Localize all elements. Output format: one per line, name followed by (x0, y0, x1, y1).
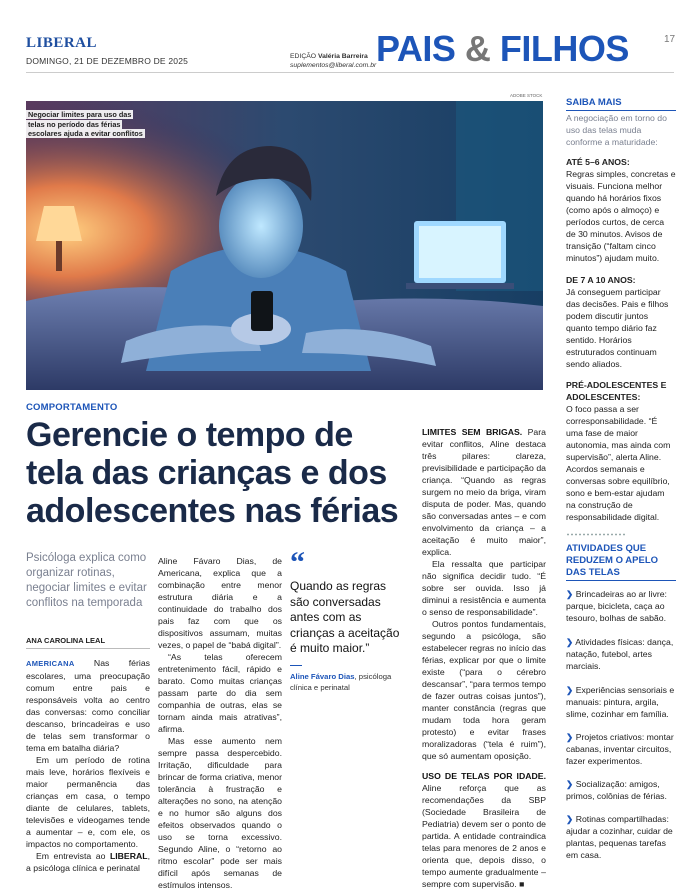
activity-text: Brincadeiras ao ar livre: parque, bicicleta, caça ao tesouro, bolhas de sabão. (566, 589, 667, 623)
dateline: AMERICANA (26, 659, 75, 668)
sidebar-title: SAIBA MAIS (566, 97, 622, 108)
activity-item (566, 778, 676, 802)
caption-line: escolares ajuda a evitar conflitos (28, 129, 143, 138)
sidebar-intro: A negociação em torno do uso das telas muda conforme a maturidade: (566, 113, 667, 147)
sidebar-section-heading: DE 7 A 10 ANOS: (566, 275, 636, 285)
edition-date: DOMINGO, 21 DE DEZEMBRO DE 2025 (26, 56, 189, 66)
newspaper-logo: LIBERAL (26, 35, 98, 51)
activity-text: Experiências sensoriais e manuais: pintura, argila, slime, cozinhar em família. (566, 685, 675, 719)
paragraph (26, 850, 150, 874)
paragraph (422, 770, 546, 890)
paragraph: Ela ressalta que participar não significa decidir tudo. “É sobre ser ouvida. Isso já diminui a resistência e aumenta o senso de responsabilidade”. (422, 559, 546, 617)
sidebar-section (566, 156, 676, 264)
arrow-icon: ❯ (566, 685, 574, 695)
paragraph: Aline Fávaro Dias, de Americana, explica que a combinação entre menor estrutura diária e a continuidade do trabalho dos pais faz com que os dispositivos assumam, muitas vezes, o papel de “babá digital”. (158, 556, 282, 650)
article-photo (26, 101, 543, 390)
article-headline: Gerencie o tempo de tela das crianças e dos adolescentes nas férias (26, 416, 399, 530)
edicao-label: EDIÇÃO (290, 53, 317, 60)
caption-line: telas no período das férias (28, 119, 121, 129)
activities-title: ATIVIDADES QUE REDUZEM O APELO DAS TELAS (566, 543, 659, 578)
activity-text: Socialização: amigos, primos, colônias de férias. (566, 779, 667, 801)
activity-item (566, 684, 676, 720)
sidebar-section-heading: PRÉ-ADOLESCENTES E ADOLESCENTES: (566, 380, 667, 402)
activity-text: Atividades físicas: dança, natação, futebol, artes marciais. (566, 637, 674, 671)
quote-divider (290, 665, 302, 666)
activity-item (566, 813, 676, 861)
editor-email[interactable]: suplementos@liberal.com.br (290, 62, 377, 69)
editor-name: Valéria Barreira (317, 53, 368, 60)
arrow-icon: ❯ (566, 779, 574, 789)
sidebar-section (566, 379, 676, 523)
quote-mark-icon: “ (290, 546, 305, 579)
caption-line: Negociar limites para uso das (28, 110, 132, 119)
quote-author-role: , psicóloga clínica e perinatal (290, 672, 392, 692)
paragraph-text: Para evitar conflitos, Aline destaca três pilares: clareza, previsibilidade e participação da criança. “Quando as regras surgem no meio da briga, viram disputa de poder. Mas, quando são conversadas antes – e com envolvimento da criança – a aceitação é muito maior”, explica. (422, 427, 546, 557)
subheading: LIMITES SEM BRIGAS. (422, 427, 523, 437)
paragraph-text: Nas férias escolares, uma preocupação comum entre pais e responsáveis volta ao centro das conversas: como conciliar descanso, brincadeiras e uso de telas sem transformar o tema em batalha diária? (26, 658, 150, 753)
sidebar-section-text: Já conseguem participar das decisões. Pais e filhos podem discutir juntos quanto tempo diário faz sentido. Horários estruturados continuam sendo aliados. (566, 287, 669, 369)
masthead-divider (26, 72, 674, 73)
paragraph: Outros pontos fundamentais, segundo a psicóloga, são estabelecer regras no início das férias, explicar por que o limite existe (“para o cérebro descansar”, “para termos tempo de fazer outras coisas juntos”), manter constância (regras que mudam toda hora geram protesto) e evitar frases moralizadoras (“tela é ruim”), que só aumentam oposição. (422, 619, 546, 761)
arrow-icon: ❯ (566, 589, 574, 599)
paragraph-text: Aline reforça que as recomendações da SBP (Sociedade Brasileira de Pediatria) devem ser o ponto de partida. A entidade contraindica telas para menores de 2 anos e orienta que, depois disso, o tempo aumente gradualmente – sempre com supervisão. (422, 783, 546, 889)
paragraph-text: Em entrevista ao (36, 851, 106, 861)
end-mark-icon: ■ (519, 879, 525, 889)
arrow-icon: ❯ (566, 637, 574, 647)
page-number: 17 (664, 34, 676, 45)
article-byline: ANA CAROLINA LEAL (26, 636, 106, 645)
section-title-left: PAIS (376, 28, 456, 69)
paragraph-text: , a psicóloga clínica e perinatal (26, 851, 151, 873)
paragraph: “As telas oferecem entretenimento fácil, rápido e barato. Como muitas crianças passam parte do dia sem companhia de outras, elas se tornam ainda mais atrativas”, afirma. (158, 652, 282, 734)
arrow-icon: ❯ (566, 732, 574, 742)
sidebar-divider (566, 110, 676, 111)
photo-caption (26, 110, 145, 139)
newspaper-name: LIBERAL (109, 851, 148, 861)
activity-text: Projetos criativos: montar cabanas, inventar circuitos, fazer experimentos. (566, 732, 674, 766)
subheading: USO DE TELAS POR IDADE. (422, 771, 546, 781)
activity-item (566, 636, 676, 672)
byline-divider (26, 648, 150, 649)
section-title-right: FILHOS (499, 28, 629, 69)
quote-author: Aline Fávaro Dias (290, 672, 355, 681)
paragraph (26, 657, 150, 754)
sidebar-section (566, 274, 676, 370)
activity-item (566, 588, 676, 624)
sidebar-section-heading: ATÉ 5–6 ANOS: (566, 157, 630, 167)
dotted-divider (566, 533, 626, 536)
edition-credit (290, 52, 376, 70)
article-subhead: Psicóloga explica como organizar rotinas, negociar limites e evitar conflitos na temporada (26, 552, 147, 609)
section-title (376, 28, 629, 70)
paragraph: Mas esse aumento nem sempre passa despercebido. Irritação, dificuldade para brincar de forma criativa, menor tolerância à frustração e alterações no sono, na atenção e no humor são alguns dos efeitos observados quando o uso se torna excessivo. Segundo Aline, o “retorno ao ritmo escolar” pode ser mais difícil após semanas de estímulos intensos. (158, 736, 282, 890)
sidebar-section-text: Regras simples, concretas e visuais. Funciona melhor quando há horários fixos (como após o almoço) e períodos curtos, de cerca de 30 minutos. Avisos de transição (“faltam cinco minutos”) ajudam muito. (566, 169, 676, 263)
activity-item (566, 731, 676, 767)
paragraph (422, 426, 546, 558)
article-kicker: COMPORTAMENTO (26, 402, 118, 413)
activity-text: Rotinas compartilhadas: ajudar a cozinhar, cuidar de plantas, pequenas tarefas em casa. (566, 814, 673, 860)
boy-with-phone-illustration (26, 101, 543, 390)
section-title-amp: & (464, 28, 491, 69)
paragraph: Em um período de rotina mais leve, horários flexíveis e maior permanência das crianças em casa, o tempo diante de celulares, tablets, televisões e videogames tende a aumentar – e, com ele, os impactos no comportamento. (26, 755, 150, 849)
pull-quote: Quando as regras são conversadas antes com as crianças a aceitação é muito maior.” (290, 579, 400, 655)
arrow-icon: ❯ (566, 814, 574, 824)
sidebar-section-text: O foco passa a ser corresponsabilidade. “É uma fase de maior autonomia, mas ainda com supervisão”, alerta Aline. Acordos semanais e conversas sobre equilíbrio, sono e bem-estar ajudam na construção de responsabilidade digital. (566, 404, 671, 522)
photo-credit: ADOBE STOCK (510, 93, 543, 98)
activities-divider (566, 580, 676, 581)
article-column-3 (422, 426, 546, 890)
article-column-1 (26, 657, 150, 874)
quote-attribution (290, 671, 402, 693)
article-column-2 (158, 555, 282, 891)
